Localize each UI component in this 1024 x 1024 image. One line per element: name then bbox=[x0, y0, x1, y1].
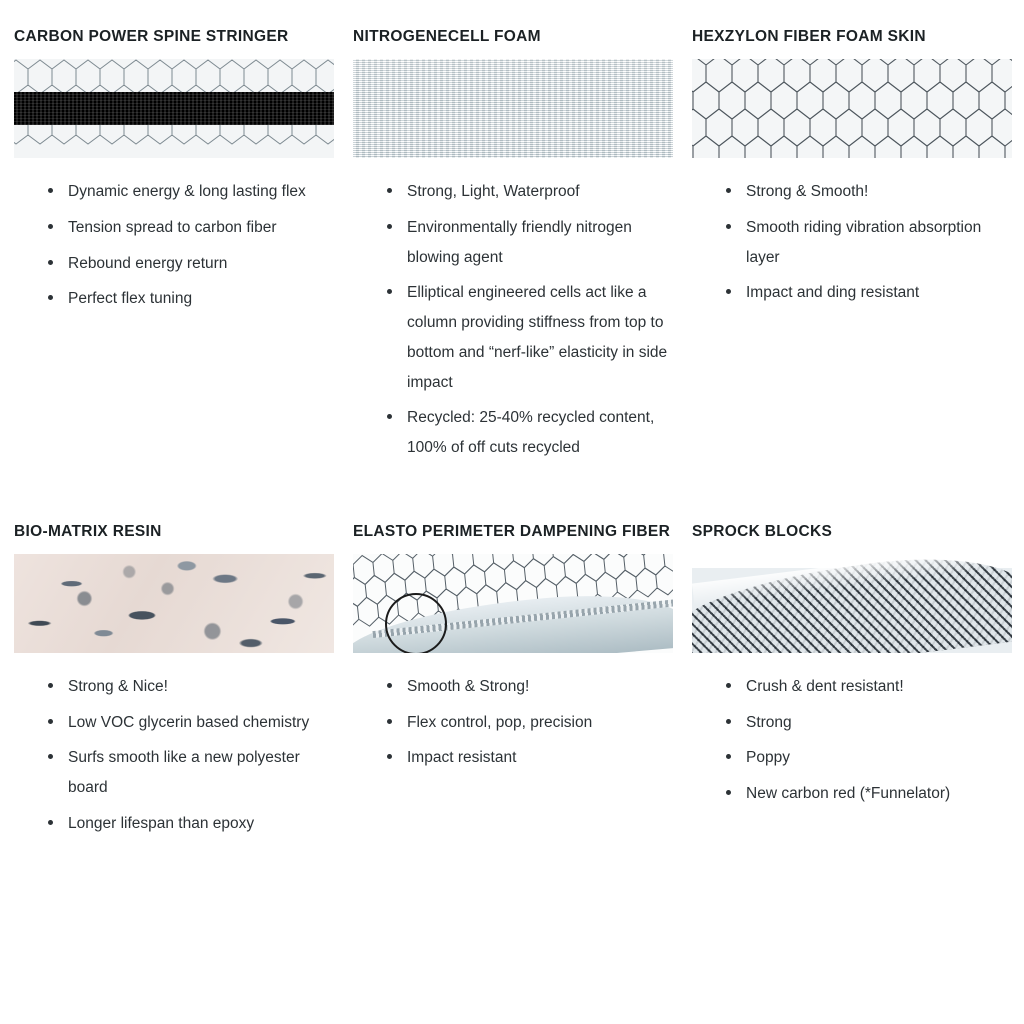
feature-card-carbon-power-spine-stringer bbox=[14, 28, 334, 479]
feature-bullet-list bbox=[692, 672, 1012, 809]
feature-card-elasto-perimeter-dampening-fiber bbox=[353, 523, 673, 855]
bio-matrix-resin-swatch bbox=[14, 554, 334, 653]
list-item: Flex control, pop, precision bbox=[387, 708, 673, 738]
sprock-blocks-swatch bbox=[692, 554, 1012, 653]
carbon-stringer-swatch bbox=[14, 59, 334, 158]
carbon-band bbox=[14, 92, 334, 126]
feature-bullet-list bbox=[14, 177, 334, 314]
detail-highlight-circle bbox=[385, 593, 447, 652]
feature-bullet-list bbox=[692, 177, 1012, 308]
list-item: Poppy bbox=[726, 743, 1012, 773]
list-item: Elliptical engineered cells act like a column providing stiffness from top to bottom and “nerf-like” elasticity in side impact bbox=[387, 278, 673, 397]
list-item: Strong & Smooth! bbox=[726, 177, 1012, 207]
list-item: Strong bbox=[726, 708, 1012, 738]
feature-card-bio-matrix-resin bbox=[14, 523, 334, 855]
list-item: Dynamic energy & long lasting flex bbox=[48, 177, 334, 207]
list-item: Impact and ding resistant bbox=[726, 278, 1012, 308]
list-item: Recycled: 25-40% recycled content, 100% of off cuts recycled bbox=[387, 403, 673, 463]
list-item: Strong & Nice! bbox=[48, 672, 334, 702]
card-title: NITROGENECELL FOAM bbox=[353, 28, 541, 45]
list-item: Impact resistant bbox=[387, 743, 673, 773]
hexzylon-fiber-swatch bbox=[692, 59, 1012, 158]
feature-card-hexzylon-fiber-foam-skin bbox=[692, 28, 1012, 479]
nitrogenecell-foam-swatch bbox=[353, 59, 673, 158]
card-title: ELASTO PERIMETER DAMPENING FIBER bbox=[353, 522, 671, 540]
list-item: Rebound energy return bbox=[48, 249, 334, 279]
list-item: Longer lifespan than epoxy bbox=[48, 809, 334, 839]
feature-bullet-list bbox=[14, 672, 334, 839]
feature-grid-row-2 bbox=[14, 523, 1010, 855]
list-item: Perfect flex tuning bbox=[48, 284, 334, 314]
card-title: BIO-MATRIX RESIN bbox=[14, 522, 162, 540]
list-item: Surfs smooth like a new polyester board bbox=[48, 743, 334, 803]
row-divider-space bbox=[14, 479, 1010, 523]
list-item: Smooth & Strong! bbox=[387, 672, 673, 702]
card-title: CARBON POWER SPINE STRINGER bbox=[14, 28, 289, 45]
feature-grid-row-1 bbox=[14, 28, 1010, 479]
list-item: Smooth riding vibration absorption layer bbox=[726, 213, 1012, 273]
list-item: Strong, Light, Waterproof bbox=[387, 177, 673, 207]
feature-bullet-list bbox=[353, 177, 673, 463]
feature-bullet-list bbox=[353, 672, 673, 773]
hex-mesh-texture bbox=[692, 59, 1012, 158]
card-title: HEXZYLON FIBER FOAM SKIN bbox=[692, 28, 926, 45]
list-item: Tension spread to carbon fiber bbox=[48, 213, 334, 243]
feature-card-sprock-blocks bbox=[692, 523, 1012, 855]
list-item: New carbon red (*Funnelator) bbox=[726, 779, 1012, 809]
feature-card-nitrogenecell-foam bbox=[353, 28, 673, 479]
elasto-perimeter-swatch bbox=[353, 554, 673, 653]
list-item: Crush & dent resistant! bbox=[726, 672, 1012, 702]
card-title: SPROCK BLOCKS bbox=[692, 522, 833, 540]
list-item: Environmentally friendly nitrogen blowing agent bbox=[387, 213, 673, 273]
list-item: Low VOC glycerin based chemistry bbox=[48, 708, 334, 738]
